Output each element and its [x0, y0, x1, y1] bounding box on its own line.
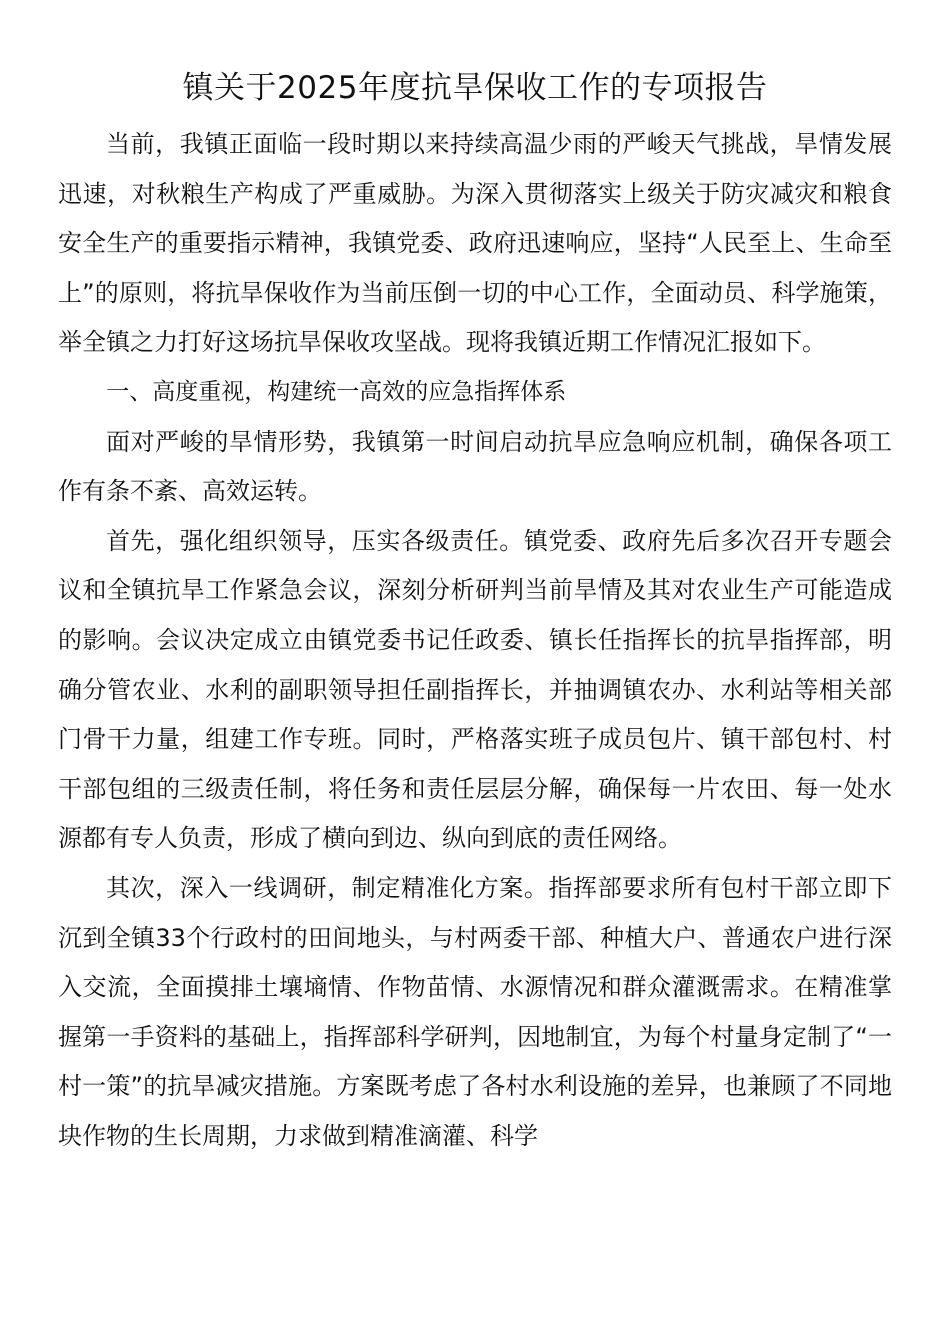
document-title: 镇关于2025年度抗旱保收工作的专项报告: [182, 70, 768, 106]
document-page: [58, 62, 892, 1161]
section-1-paragraph-1: 面对严峻的旱情形势，我镇第一时间启动抗旱应急响应机制，确保各项工作有条不紊、高效运转。: [58, 427, 892, 506]
intro-paragraph: 当前，我镇正面临一段时期以来持续高温少雨的严峻天气挑战，旱情发展迅速，对秋粮生产构成了严重威胁。为深入贯彻落实上级关于防灾减灾和粮食安全生产的重要指示精神，我镇党委、政府迅速响应，坚持“人民至上、生命至上”的原则，将抗旱保收作为当前压倒一切的中心工作，全面动员、科学施策，举全镇之力打好这场抗旱保收攻坚战。现将我镇近期工作情况汇报如下。: [58, 130, 892, 357]
section-heading-1: 一、高度重视，构建统一高效的应急指挥体系: [106, 378, 567, 405]
section-1-paragraph-2: 首先，强化组织领导，压实各级责任。镇党委、政府先后多次召开专题会议和全镇抗旱工作紧急会议，深刻分析研判当前旱情及其对农业生产可能造成的影响。会议决定成立由镇党委书记任政委、镇长任指挥长的抗旱指挥部，明确分管农业、水利的副职领导担任副指挥长，并抽调镇农办、水利站等相关部门骨干力量，组建工作专班。同时，严格落实班子成员包片、镇干部包村、村干部包组的三级责任制，将任务和责任层层分解，确保每一片农田、每一处水源都有专人负责，形成了横向到边、纵向到底的责任网络。: [58, 526, 892, 853]
section-1-paragraph-3: 其次，深入一线调研，制定精准化方案。指挥部要求所有包村干部立即下沉到全镇33个行政村的田间地头，与村两委干部、种植大户、普通农户进行深入交流，全面摸排土壤墒情、作物苗情、水源情况和群众灌溉需求。在精准掌握第一手资料的基础上，指挥部科学研判，因地制宜，为每个村量身定制了“一村一策”的抗旱减灾措施。方案既考虑了各村水利设施的差异，也兼顾了不同地块作物的生长周期，力求做到精准滴灌、科学: [58, 873, 892, 1150]
